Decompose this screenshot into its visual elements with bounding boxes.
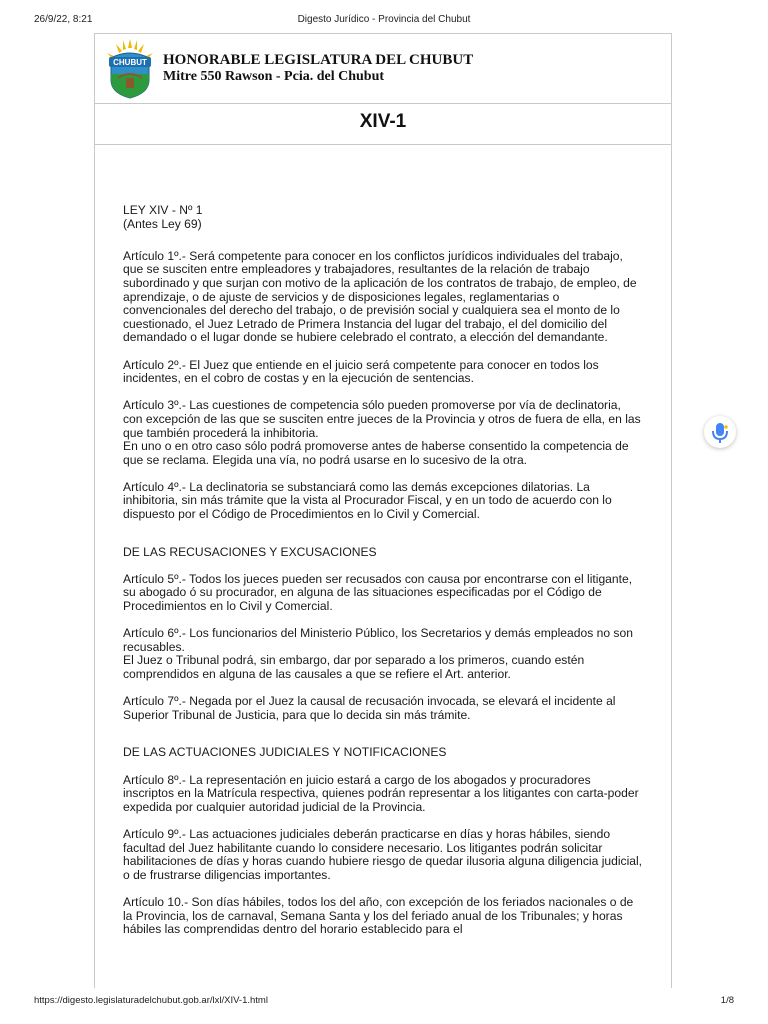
former-law: (Antes Ley 69) [123, 216, 202, 231]
article-1: Artículo 1º.- Será competente para conocer en los conflictos jurídicos individuales del trabajo, que se susciten entre empleadores y trabajadores, resultantes de la relación de trabajo subordinado y que surjan con motivo de la aplicación de los contratos de trabajo, de empleo, de aprendizaje, o de ajuste de servicios y de disposiciones legales, reglamentarias o convencionales del derecho del trabajo, o de previsión social y cualquiera sea el monto de lo cuestionado, el Juez Letrado de Primera Instancia del lugar del trabajo, el del domicilio del demandado o el lugar donde se hubiere celebrado el contrato, a elección del demandante. [123, 248, 637, 345]
article-5: Artículo 5º.- Todos los jueces pueden ser recusados con causa por encontrarse con el litigante, su abogado ó su procurador, en alguna de las situaciones especificadas por el Código de Procedimientos en lo Civil y Comercial. [123, 571, 633, 614]
article-2: Artículo 2º.- El Juez que entiende en el juicio será competente para conocer en todos los incidentes, en el cobro de costas y en la ejecución de sentencias. [123, 357, 599, 386]
legislature-header [95, 34, 671, 104]
law-number: LEY XIV - Nº 1 [123, 203, 203, 217]
document-title-bar [95, 104, 671, 145]
article-3-paragraph-2: En uno o en otro caso sólo podrá promoverse antes de haberse consentido la competencia de que se reclama. Elegida una vía, no podrá usarse en lo sucesivo de la otra. [123, 439, 629, 467]
microphone-icon [704, 416, 736, 448]
article-4: Artículo 4º.- La declinatoria se substanciará como las demás excepciones dilatorias. La inhibitoria, sin más trámite que la vista al Procurador Fiscal, y en un todo de acuerdo con lo dispuesto por el Código de Procedimientos en lo Civil y Comercial. [123, 479, 612, 522]
print-datetime: 26/9/22, 8:21 [34, 14, 93, 25]
logo-text: CHUBUT [113, 58, 147, 67]
document-body [95, 145, 643, 937]
document-frame [94, 33, 672, 988]
article-10: Artículo 10.- Son días hábiles, todos los del año, con excepción de los feriados nacionales o de la Provincia, los de carnaval, Semana Santa y los del feriado anual de los Tribunales; y horas hábiles las comprendidas dentro del horario establecido para el [123, 894, 634, 937]
org-name: HONORABLE LEGISLATURA DEL CHUBUT [163, 52, 474, 68]
print-header [34, 14, 734, 28]
document-title: XIV-1 [359, 111, 407, 132]
voice-input-button[interactable] [704, 416, 736, 448]
section-heading-recusaciones: DE LAS RECUSACIONES Y EXCUSACIONES [123, 544, 377, 559]
article-6-paragraph-2: El Juez o Tribunal podrá, sin embargo, dar por separado a los primeros, cuando estén comprendidos en alguna de las causales a que se refiere el Art. anterior. [123, 653, 585, 681]
article-8: Artículo 8º.- La representación en juicio estará a cargo de los abogados y procuradores inscriptos en la Matrícula respectiva, quienes podrán representar a los litigantes con carta-poder expedida por cualquier autoridad judicial de la Provincia. [123, 772, 639, 814]
article-3-paragraph-1: Artículo 3º.- Las cuestiones de competencia sólo pueden promoverse por vía de declinatoria, con excepción de las que se susciten entre jueces de la Provincia y otros de fuera de ella, en las que también procederá la inhibitoria. [123, 398, 641, 440]
print-footer [34, 995, 734, 1009]
article-7: Artículo 7º.- Negada por el Juez la causal de recusación invocada, se elevará el incidente al Superior Tribunal de Justicia, para que lo decida sin más trámite. [123, 694, 616, 722]
page-url: https://digesto.legislaturadelchubut.gob.ar/lxl/XIV-1.html [34, 995, 268, 1006]
org-address: Mitre 550 Rawson - Pcia. del Chubut [163, 69, 385, 84]
chubut-coat-of-arms-icon [102, 38, 158, 100]
page-number: 1/8 [720, 995, 734, 1006]
article-9: Artículo 9º.- Las actuaciones judiciales deberán practicarse en días y horas hábiles, siendo facultad del Juez habilitante cuando lo considere necesario. Los litigantes podrán solicitar habilitaciones de días y horas cuando hubiere riesgo de quedar ilusoria alguna diligencia judicial, o de frustrarse diligencias importantes. [123, 826, 643, 882]
section-heading-actuaciones: DE LAS ACTUACIONES JUDICIALES Y NOTIFICACIONES [123, 745, 447, 760]
organization-info [163, 52, 473, 85]
article-6-paragraph-1: Artículo 6º.- Los funcionarios del Ministerio Público, los Secretarios y demás empleados no son recusables. [123, 626, 633, 654]
print-page-title: Digesto Jurídico - Provincia del Chubut [297, 14, 471, 25]
